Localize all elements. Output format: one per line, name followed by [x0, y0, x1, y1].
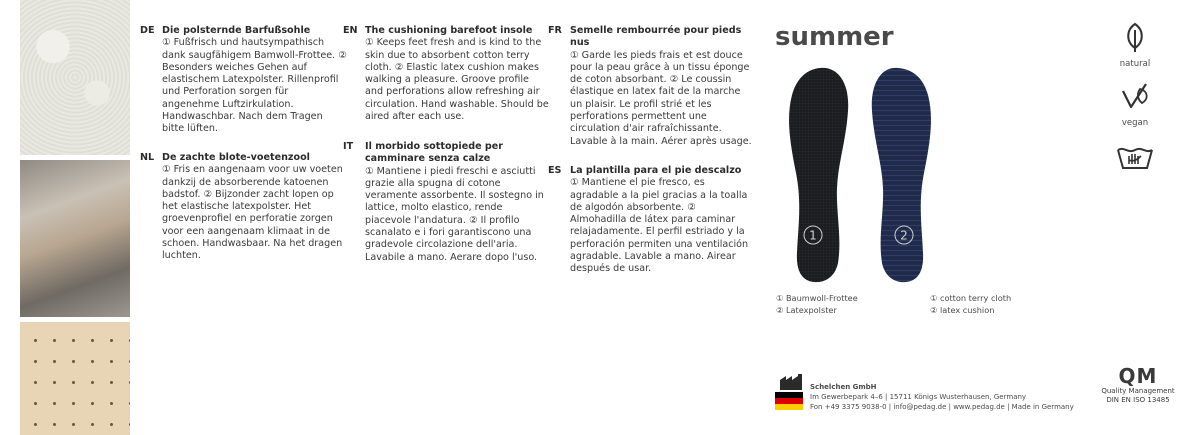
- lang-title: La plantilla para el pie descalzo: [570, 165, 742, 176]
- lang-body: ① Mantiene i piedi freschi e asciutti grazie alla spugna di cotone veramente assorbente. Il sostegno in lattice, molto elastico, rende piacevole l'andatura. ② Il profilo scanalato e i fori garantiscono una gradevole circolazione dell'aria. Lavabile a mano. Aerare dopo l'uso.: [365, 165, 544, 263]
- lang-title: De zachte blote-voetenzool: [162, 152, 310, 163]
- lang-body: ① Fußfrisch und hautsympathisch dank saugfähigem Bamwoll-Frottee. ② Besonders weiches Gehen auf elastischem Latexpolster. Rillenprofil und Perforation sorgen für angenehme Luftzirkulation. Handwaschbar. Nach dem Tragen bitte lüften.: [162, 37, 347, 135]
- lang-body: ① Fris en aangenaam voor uw voeten dankzij de absorberende katoenen badstof. ② Bijzonder zacht lopen op het elastische latexpolster. Het groevenprofiel en perforatie zorgen voor een aangenaam klimaat in de schoen. Handwasbaar. Na het dragen luchten.: [162, 164, 343, 262]
- sewing-photo: [20, 160, 130, 317]
- latex-insole: [872, 68, 931, 282]
- lang-code: ES: [548, 165, 562, 176]
- legend-item: ① cotton terry cloth: [930, 293, 1012, 303]
- natural-label: natural: [1119, 59, 1151, 69]
- qm-line1: Quality Management: [1101, 387, 1175, 395]
- insole-illustration: [780, 63, 940, 285]
- qm-title: QM: [1118, 364, 1158, 388]
- natural-badge: [1110, 20, 1160, 69]
- qm-badge: [1098, 365, 1178, 405]
- lang-code: EN: [343, 25, 358, 36]
- marker-1-label: 1: [809, 228, 817, 243]
- vegan-label: vegan: [1121, 118, 1149, 128]
- terry-cloth-photo: [20, 0, 130, 155]
- lang-code: NL: [140, 152, 155, 163]
- legend-de: [776, 293, 858, 316]
- lang-code: FR: [548, 25, 562, 36]
- hand-wash-badge: [1110, 138, 1160, 176]
- legend-item: ① Baumwoll-Frottee: [776, 293, 858, 303]
- natural-icon: [1118, 20, 1152, 54]
- hand-wash-icon: [1115, 138, 1155, 172]
- lang-title: Die polsternde Barfußsohle: [162, 25, 311, 36]
- vegan-icon: [1118, 79, 1152, 113]
- lang-title: Semelle rembourrée pour pieds nus: [570, 25, 742, 49]
- icon-column: [1110, 20, 1160, 186]
- company-info: [810, 382, 1074, 412]
- lang-body: ① Mantiene el pie fresco, es agradable a la piel gracias a la toalla de algodón absorbente. ② Almohadilla de látex para caminar relajadamente. El perfil estriado y la perforación permiten una ventilación agradable. Lavable a mano. Airear después de usar.: [570, 177, 749, 275]
- lang-body: ① Garde les pieds frais et est douce pour la peau grâce à un tissu éponge de coton absorbant. ② Le coussin élastique en latex fait de la marche un plaisir. Le profil strié et les perforations permettent une circulation d'air rafraîchissante. Lavable à la main. Aérer après usage.: [570, 49, 752, 147]
- marker-2-label: 2: [900, 228, 908, 243]
- lang-body: ① Keeps feet fresh and is kind to the skin due to absorbent cotton terry cloth. ② Elastic latex cushion makes walking a pleasure. Groove profile and perforations allow refreshing air circulation. Hand washable. Should be aired after each use.: [365, 37, 549, 123]
- legend-en: [930, 293, 1011, 316]
- company-address: Im Gewerbepark 4–6 | 15711 Königs Wusterhausen, Germany: [810, 393, 1027, 401]
- german-flag-icon: [775, 392, 803, 410]
- lang-code: DE: [140, 25, 155, 36]
- lang-title: Il morbido sottopiede per camminare senza calze: [365, 141, 504, 165]
- factory-icon: [780, 374, 804, 390]
- product-name: summer: [775, 22, 894, 52]
- vegan-badge: [1110, 79, 1160, 128]
- legend-item: ② Latexpolster: [776, 304, 837, 315]
- company-name: Schelchen GmbH: [810, 383, 877, 391]
- legend-item: ② latex cushion: [930, 304, 995, 315]
- lang-code: IT: [343, 141, 354, 152]
- lang-title: The cushioning barefoot insole: [365, 25, 533, 36]
- terry-cloth-insole: [789, 68, 848, 282]
- company-contact: Fon +49 3375 9038-0 | info@pedag.de | www.pedag.de | Made in Germany: [810, 403, 1074, 411]
- qm-line2: DIN EN ISO 13485: [1106, 396, 1170, 404]
- latex-perforation-photo: [20, 322, 130, 435]
